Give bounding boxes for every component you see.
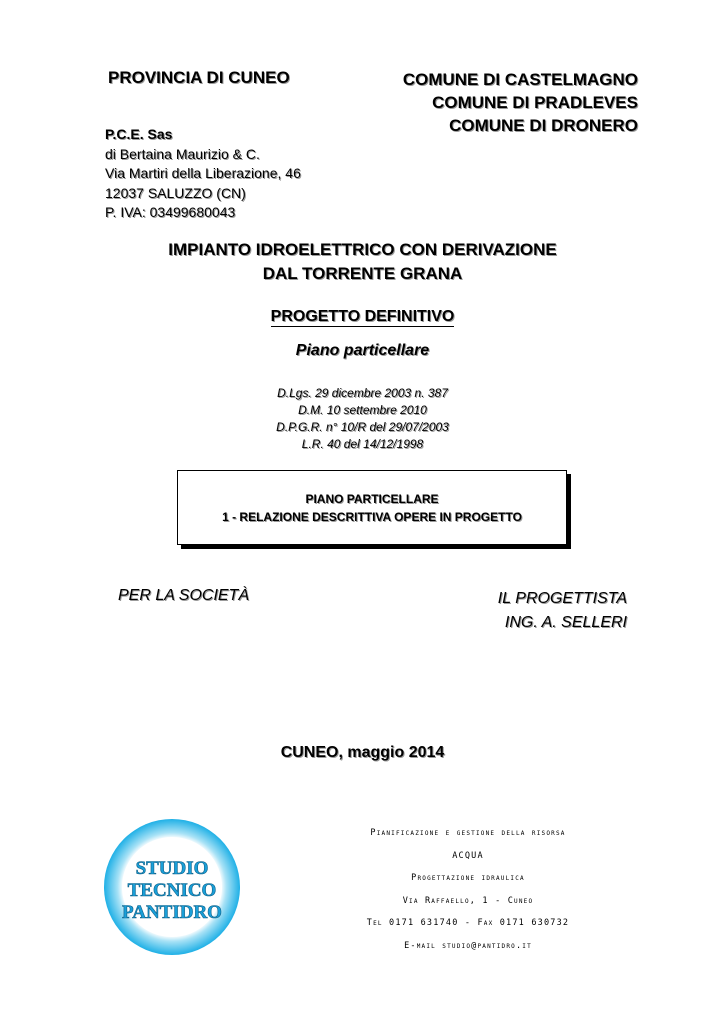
company-name: P.C.E. Sas — [105, 126, 173, 142]
project-title-line: IMPIANTO IDROELETTRICO CON DERIVAZIONE — [168, 240, 557, 259]
signature-name: ING. A. SELLERI — [504, 614, 627, 631]
comune-dronero: COMUNE DI DRONERO — [449, 116, 638, 135]
signature-company: PER LA SOCIETÀ — [118, 587, 249, 604]
comune-pradleves: COMUNE DI PRADLEVES — [432, 93, 638, 112]
document-title: Piano particellare — [295, 342, 430, 359]
project-phase — [0, 308, 725, 326]
company-city: 12037 SALUZZO (CN) — [105, 184, 246, 201]
signature-engineer — [498, 587, 627, 635]
logo-text-studio: STUDIO — [135, 858, 209, 879]
signature-role: IL PROGETTISTA — [497, 590, 627, 607]
reference-line: D.Lgs. 29 dicembre 2003 n. 387 — [277, 386, 448, 400]
company-line: di Bertaina Maurizio & C. — [105, 145, 260, 162]
document-title-box — [177, 470, 567, 545]
studio-service-line: Pianificazione e gestione della risorsa — [370, 828, 566, 838]
box-line-1: PIANO PARTICELLARE — [305, 491, 439, 506]
studio-address: Via Raffaello, 1 - Cuneo — [402, 895, 534, 906]
project-phase-label: PROGETTO DEFINITIVO — [270, 308, 455, 325]
project-title-line: DAL TORRENTE GRANA — [262, 264, 463, 283]
studio-service-line: ACQUA — [452, 850, 484, 861]
project-title — [0, 238, 725, 286]
provincia-heading: PROVINCIA DI CUNEO — [108, 68, 290, 87]
comuni-heading — [403, 68, 638, 137]
logo-text-pantidro: PANTIDRO — [122, 902, 222, 923]
company-address: Via Martiri della Liberazione, 46 — [105, 165, 301, 181]
company-block — [105, 125, 301, 223]
reference-line: L.R. 40 del 14/12/1998 — [301, 437, 424, 451]
logo-text-tecnico: TECNICO — [127, 880, 217, 901]
company-vat: P. IVA: 03499680043 — [105, 204, 236, 220]
box-line-2: 1 - RELAZIONE DESCRITTIVA OPERE IN PROGETTO — [222, 509, 522, 524]
studio-phone-fax: Tel 0171 631740 - Fax 0171 630732 — [366, 918, 570, 928]
studio-service-line: Progettazione idraulica — [411, 873, 525, 883]
date-place: CUNEO, maggio 2014 — [280, 744, 445, 761]
reference-line: D.M. 10 settembre 2010 — [298, 403, 427, 417]
comune-castelmagno: COMUNE DI CASTELMAGNO — [402, 70, 638, 89]
reference-line: D.P.G.R. n° 10/R del 29/07/2003 — [276, 420, 449, 434]
legal-references — [0, 385, 725, 453]
studio-logo — [103, 818, 241, 956]
studio-email: E-mail studio@pantidro.it — [404, 940, 532, 951]
studio-contact-info — [318, 822, 618, 957]
